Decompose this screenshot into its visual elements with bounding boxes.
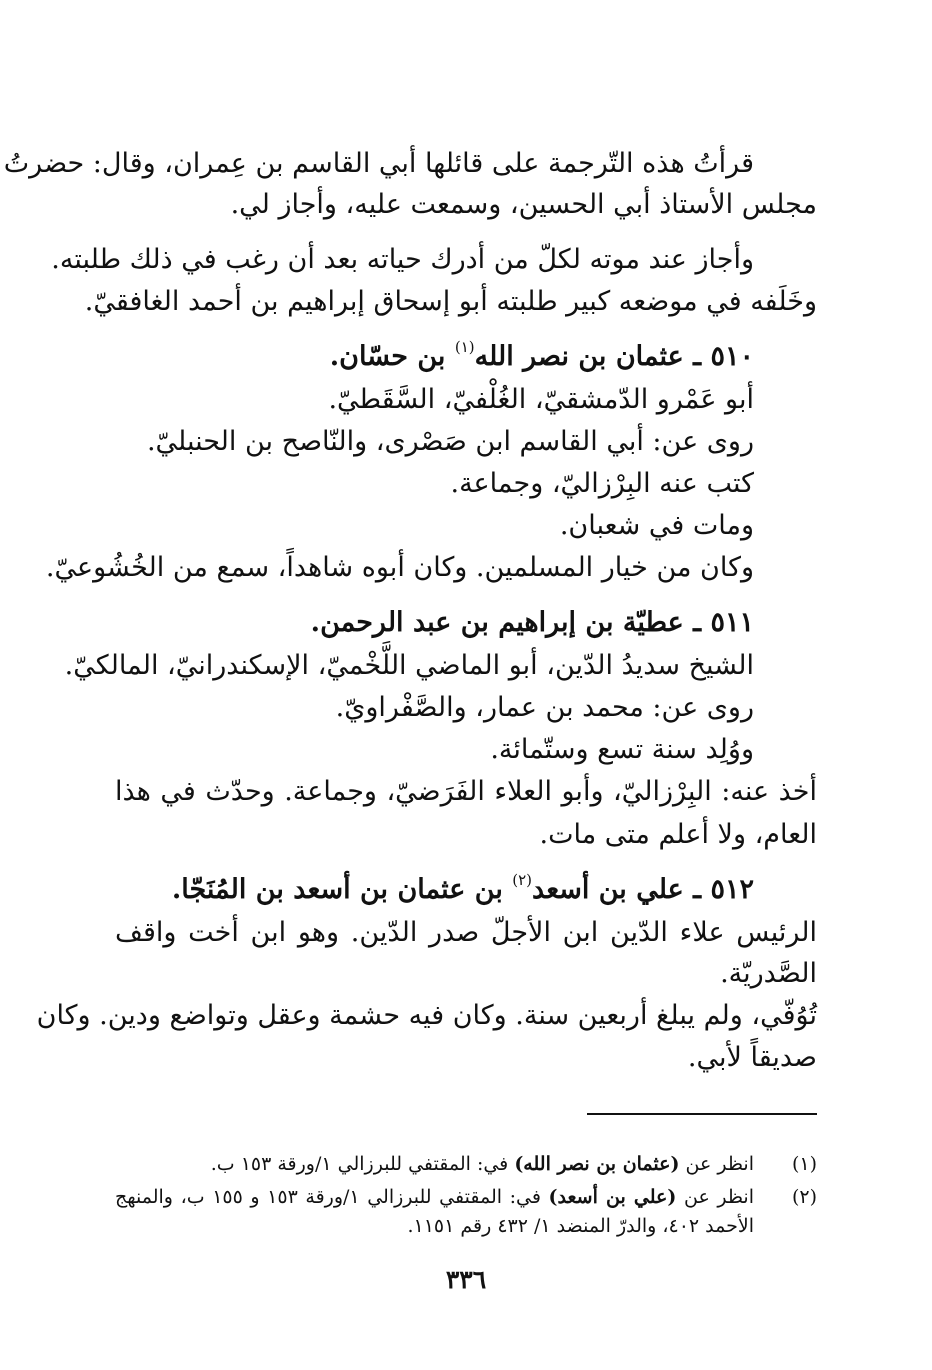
entry-line: الصَّدريّة. [720, 958, 817, 989]
entry-line: صديقاً لأبي. [687, 1042, 817, 1073]
footnote-number: (٢) [791, 1186, 817, 1208]
body-text: أخذ عنه: البِرْزاليّ، وأبو العلاء الفَرَضيّ، وجماعة. وحدّث في هذا [115, 776, 817, 807]
body-text: قرأتُ هذه التّرجمة على قائلها أبي القاسم بن عِمران، وقال: حضرتُ [3, 148, 754, 179]
body-line: وخَلَفه في موضعه كبير طلبته أبو إسحاق إبراهيم بن أحمد الغافقيّ. [84, 286, 817, 317]
entry-line [115, 772, 817, 812]
entry-line: ووُلِد سنة تسع وستّمائة. [490, 734, 754, 765]
entry-line: روى عن: محمد بن عمار، والصَّفْراويّ. [335, 692, 754, 723]
entry-line: وكان من خيار المسلمين. وكان أبوه شاهداً، سمع من الخُشُوعيّ. [45, 552, 754, 583]
body-line [51, 240, 754, 280]
footnote-2-continuation: الأحمد ٤٠٢، والدرّ المنضد ١/ ٤٣٢ رقم ١١٥١. [407, 1215, 754, 1237]
entry-line: كتب عنه البِرْزاليّ، وجماعة. [450, 468, 754, 499]
footnote-ref-1[interactable]: (١) [454, 338, 475, 356]
body-line [3, 144, 754, 184]
footnote-ref-2[interactable]: (٢) [512, 871, 533, 889]
entry-heading-512: ٥١٢ ـ علي بن أسعد$^{(٢)}$ بن عثمان بن أسعد بن المُنَجّا. [171, 871, 754, 905]
body-text: تُوُفّي، ولم يبلغ أربعين سنة. وكان فيه حشمة وعقل وتواضع ودين. وكان [36, 1000, 817, 1031]
footnote-number: (١) [791, 1153, 817, 1175]
entry-line: العام، ولا أعلم متى مات. [539, 819, 817, 850]
entry-line: روى عن: أبي القاسم ابن صَصْرى، والنّاصح بن الحنبليّ. [146, 426, 754, 457]
footnote-2: انظر عن (علي بن أسعد) في: المقتفي للبرزالي ١/ورقة ١٥٣ و ١٥٥ ب، والمنهج [115, 1186, 755, 1208]
footnote-1: انظر عن (عثمان بن نصر الله) في: المقتفي للبرزالي ١/ورقة ١٥٣ ب. [210, 1153, 754, 1175]
entry-line [115, 913, 817, 953]
body-line: مجلس الأستاذ أبي الحسين، وسمعت عليه، وأجاز لي. [230, 189, 817, 220]
footnote-separator [587, 1113, 817, 1115]
entry-heading-510: ٥١٠ ـ عثمان بن نصر الله$^{(١)}$ بن حسّان. [329, 338, 754, 372]
entry-line [36, 996, 817, 1036]
entry-line: ومات في شعبان. [559, 510, 754, 541]
page-number: ٣٣٦ [445, 1265, 487, 1294]
entry-line: أبو عَمْرو الدّمشقيّ، الغُلْفيّ، السَّقَطيّ. [328, 384, 754, 415]
body-text: وأجاز عند موته لكلّ من أدرك حياته بعد أن رغب في ذلك طلبته. [51, 244, 754, 275]
body-text: الرئيس علاء الدّين ابن الأجلّ صدر الدّين. وهو ابن أخت واقف [115, 917, 817, 948]
entry-heading-511: ٥١١ ـ عطيّة بن إبراهيم بن عبد الرحمن. [310, 607, 754, 638]
entry-line: الشيخ سديدُ الدّين، أبو الماضي اللَّخْميّ، الإسكندرانيّ، المالكيّ. [64, 650, 754, 681]
